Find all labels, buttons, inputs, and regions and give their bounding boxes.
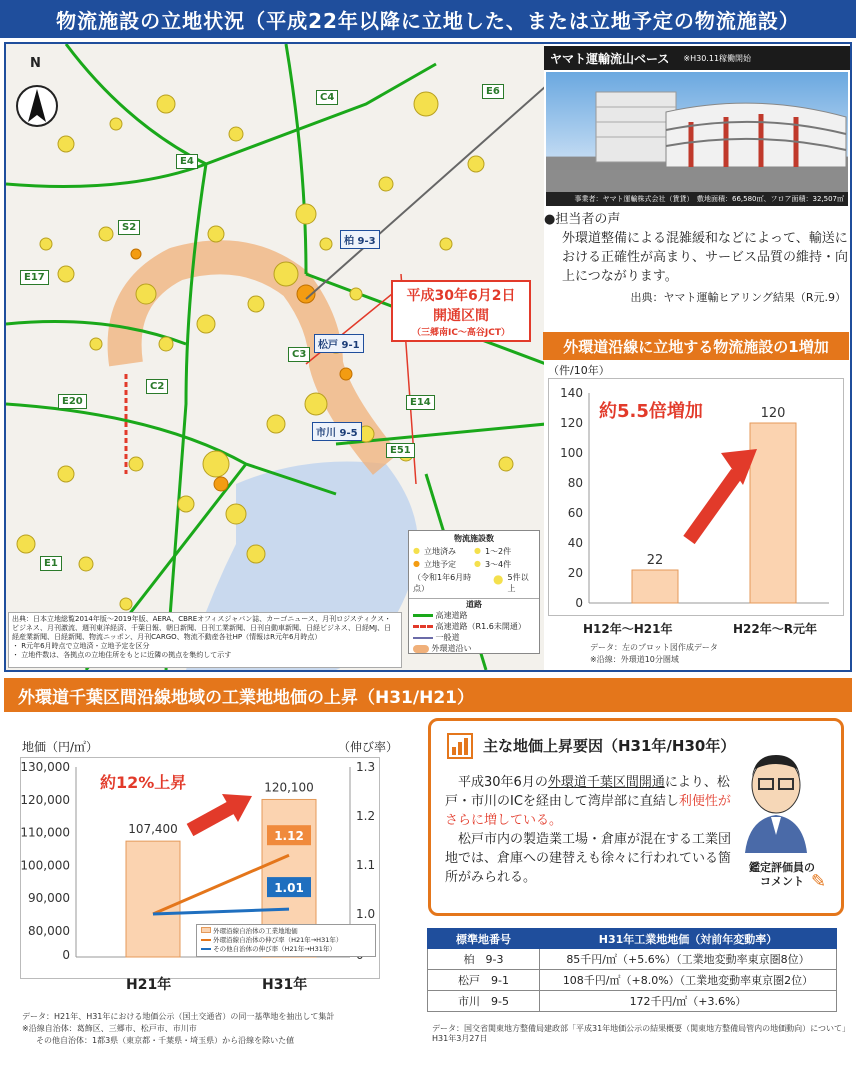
y2-tick-label: 1.1 xyxy=(356,858,376,872)
factor-p1b: 外環道千葉区間開通 xyxy=(547,775,665,790)
legend-built: 立地済み xyxy=(423,547,456,556)
chart2-note: ※沿線自治体：葛飾区、三郷市、松戸市、市川市 xyxy=(22,1024,197,1033)
table-header-row xyxy=(428,929,837,949)
legend-item: 外環沿線自治体の伸び率（H21年→H31年） xyxy=(213,936,343,944)
route-badge: C3 xyxy=(288,347,310,362)
legend-3-4: 3～4件 xyxy=(484,560,512,569)
table-note: データ：国交省関東地方整備局建政部「平成31年地価公示の結果概要（関東地方整備局管内の地価動向）について」H31年3月27日 xyxy=(432,1024,847,1043)
factor-p1a: 平成30年6月の xyxy=(458,775,548,790)
photo-leader xyxy=(306,86,544,299)
y-tick-label: 0 xyxy=(62,948,70,962)
route-badge: E4 xyxy=(176,154,198,169)
source-line: 出典：日本立地総覧2014年版～2019年版、AERA、CBREオフィスジャパン誌、カーゴニュース、月刊ロジスティクス・ビジネス、月刊激流、週刊東洋経済、千葉日報、朝日新聞、日刊工業新聞、日刊自動車新聞、日経ビジネス、日経MJ、日経産業新聞、日経新聞、物流ニッポン、月刊CARGO、物流不動産各社HP（情報はR元年6月時点） xyxy=(12,615,392,641)
legend-expressway: 高速道路 xyxy=(435,611,468,620)
legend-1-2: 1～2件 xyxy=(484,547,512,556)
y-tick-label: 120 xyxy=(560,416,583,430)
bar-value-label: 22 xyxy=(646,553,664,568)
legend-blue-swatch xyxy=(201,948,211,950)
y-tick-label: 0 xyxy=(575,596,583,610)
bar-value-label: 107,400 xyxy=(128,822,178,837)
dot-planned-icon: ● xyxy=(413,559,420,568)
source-line: ・ R元年6月時点で立地済・立地予定を区分 xyxy=(12,642,150,650)
bar xyxy=(126,841,180,957)
route-badge: E20 xyxy=(58,394,87,409)
place-badge-kashiwa: 柏 9-3 xyxy=(340,230,380,249)
route-badge: E51 xyxy=(386,443,415,458)
corridor-swatch xyxy=(413,645,429,653)
map-sources xyxy=(8,612,402,668)
road-legend-title: 道路 xyxy=(409,598,539,610)
increase-arrow xyxy=(689,473,737,540)
bar xyxy=(632,570,678,603)
chart1-highlight: 約5.5倍増加 xyxy=(599,401,703,422)
source-line: ・ 立地件数は、各拠点の立地住所をもとに近隣の拠点を集約して示す xyxy=(12,651,232,659)
y-tick-label: 130,000 xyxy=(20,760,70,774)
price-table xyxy=(427,928,837,1012)
legend-unopened: 高速道路（R1.6未開通） xyxy=(435,622,526,631)
route-badge: E14 xyxy=(406,395,435,410)
expressway-swatch xyxy=(413,614,433,617)
route-badge: E6 xyxy=(482,84,504,99)
chart1-note: データ：左のプロット図作成データ xyxy=(590,643,718,652)
y2-tick-label: 1.0 xyxy=(356,907,376,921)
table-row xyxy=(428,949,837,970)
callout-date: 平成30年6月2日 xyxy=(406,288,516,304)
photo-title xyxy=(544,46,850,70)
y-tick-label: 20 xyxy=(567,566,583,580)
y-tick-label: 120,000 xyxy=(20,792,70,807)
y-tick-label: 60 xyxy=(567,506,583,520)
factor-p1d: 利便性がさらに増している。 xyxy=(445,794,731,828)
chart1-frame xyxy=(548,378,844,616)
factor-p2: 松戸市内の製造業工場・倉庫が混在する工業団地では、倉庫への建替えも徐々に行われている箇所がみられる。 xyxy=(445,832,732,885)
route-badge: C2 xyxy=(146,379,168,394)
table-cell: 85千円/㎡（+5.6%）（工業地変動率東京圏8位） xyxy=(540,949,837,970)
table-cell: 柏 9-3 xyxy=(428,949,540,970)
bar-value-label: 120,100 xyxy=(264,780,314,795)
bar-value-label: 120 xyxy=(760,406,786,421)
chart2-ylabel-left: 地価（円/㎡） xyxy=(22,740,99,754)
y2-tick-label: 1.3 xyxy=(356,760,376,774)
legend-orange-swatch xyxy=(201,939,211,941)
table-cell: 松戸 9-1 xyxy=(428,970,540,991)
chart2-svg xyxy=(0,750,400,1000)
unopened-swatch xyxy=(413,625,433,628)
factor-title: 主な地価上昇要因（H31年/H30年） xyxy=(483,737,736,755)
ratio-label: 1.12 xyxy=(274,829,304,844)
chart2-cat-label: H31年 xyxy=(262,977,308,993)
staff-voice xyxy=(544,210,850,326)
callout-section: 開通区間 xyxy=(433,308,489,324)
y-tick-label: 100,000 xyxy=(20,858,70,873)
route-badge: E1 xyxy=(40,556,62,571)
legend-note: （令和1年6月時点） xyxy=(413,573,472,593)
photo-note: ※H30.11稼働開始 xyxy=(683,53,752,63)
y-tick-label: 110,000 xyxy=(20,825,70,840)
increase-arrow xyxy=(190,807,232,830)
chart1-note: ※沿線：外環道10分圏域 xyxy=(590,655,679,664)
place-badge-matsudo: 松戸 9-1 xyxy=(314,334,364,353)
section2-title: 外環道千葉区間沿線地域の工業地地価の上昇（H31/H21） xyxy=(4,678,852,712)
legend-title: 物流施設数 xyxy=(454,534,494,543)
dot-medium-icon: ● xyxy=(473,559,481,568)
legend-bar-swatch xyxy=(201,927,211,933)
legend-general-road: 一般道 xyxy=(435,633,460,642)
route-badge: E17 xyxy=(20,270,49,285)
legend-5plus: 5件以上 xyxy=(507,573,529,593)
logistics-map xyxy=(6,44,544,670)
y-tick-label: 100 xyxy=(560,446,583,460)
factor-text xyxy=(445,773,733,887)
legend-item: 外環沿線自治体の工業地地価 xyxy=(213,927,298,935)
pencil-icon: ✎ xyxy=(811,871,827,892)
chart2-legend xyxy=(196,924,376,957)
voice-source: 出典：ヤマト運輸ヒアリング結果（R元.9） xyxy=(630,291,846,304)
chart2-highlight: 約12%上昇 xyxy=(100,773,187,792)
voice-heading: ●担当者の声 xyxy=(544,212,621,227)
appraiser-avatar xyxy=(741,745,811,855)
table-cell: 市川 9-5 xyxy=(428,991,540,1012)
price-factor-box xyxy=(428,718,844,916)
table-cell: 172千円/㎡（+3.6%） xyxy=(540,991,837,1012)
place-badge-ichikawa: 市川 9-5 xyxy=(312,422,362,441)
ratio-label: 1.01 xyxy=(274,881,304,896)
chart1-unit: （件/10年） xyxy=(548,364,610,377)
table-header: 標準地番号 xyxy=(428,929,540,949)
chart2-ylabel-right: （伸び率） xyxy=(338,740,399,754)
page-title: 物流施設の立地状況（平成22年以降に立地した、または立地予定の物流施設） xyxy=(0,0,856,38)
legend-planned: 立地予定 xyxy=(423,560,456,569)
table-row xyxy=(428,970,837,991)
y-tick-label: 90,000 xyxy=(28,891,70,906)
chart2-note: データ：H21年、H31年における地価公示（国土交通省）の同一基準地を抽出して集計 xyxy=(22,1012,335,1021)
dot-built-icon: ● xyxy=(413,546,420,555)
photo-title-text: ヤマト運輸流山ベース xyxy=(550,51,670,66)
factor-p1c: により、松戸・市川のICを経由して湾岸部に直結し xyxy=(445,775,730,809)
table-header: H31年工業地地価（対前年変動率） xyxy=(540,929,837,949)
legend-item: その他自治体の伸び率（H21年→H31年） xyxy=(213,945,336,953)
route-badge: S2 xyxy=(118,220,140,235)
callout-ic: （三郷南IC～高谷JCT） xyxy=(411,328,511,338)
y-tick-label: 80,000 xyxy=(28,924,70,938)
chart2-note: その他自治体：1都3県（東京都・千葉県・埼玉県）から沿線を除いた値 xyxy=(36,1036,295,1045)
y-tick-label: 80 xyxy=(567,476,583,490)
table-row xyxy=(428,991,837,1012)
map-legend xyxy=(408,530,540,654)
warehouse-photo xyxy=(546,72,848,192)
opening-callout xyxy=(391,280,531,342)
warehouse-illustration xyxy=(546,72,848,192)
bar xyxy=(750,423,796,603)
chart1-cat-label: H12年～H21年 xyxy=(583,622,673,636)
north-label: N xyxy=(30,56,41,71)
dot-small-icon: ● xyxy=(473,546,481,555)
y2-tick-label: 1.2 xyxy=(356,809,376,823)
chart2-cat-label: H21年 xyxy=(126,977,172,993)
dot-large-icon: ● xyxy=(493,572,504,586)
chart1-title: 外環道沿線に立地する物流施設の1増加 xyxy=(543,332,849,360)
y-tick-label: 40 xyxy=(567,536,583,550)
chart1-cat-label: H22年～R元年 xyxy=(733,622,817,636)
chart-icon xyxy=(447,733,473,759)
y-tick-label: 140 xyxy=(560,386,583,400)
appraiser-caption: 鑑定評価員のコメント xyxy=(749,861,815,888)
voice-body: 外環道整備による混雑緩和などによって、輸送における正確性が高まり、サービス品質の維持・向上につながります。 xyxy=(562,231,849,284)
route-badge: C4 xyxy=(316,90,338,105)
legend-corridor: 外環道沿い xyxy=(431,644,472,653)
photo-caption: 事業者：ヤマト運輸株式会社（賃貸） 敷地面積：66,580㎡、フロア面積：32,507㎡ xyxy=(546,192,848,206)
general-road-swatch xyxy=(413,637,433,639)
table-cell: 108千円/㎡（+8.0%）（工業地変動率東京圏2位） xyxy=(540,970,837,991)
